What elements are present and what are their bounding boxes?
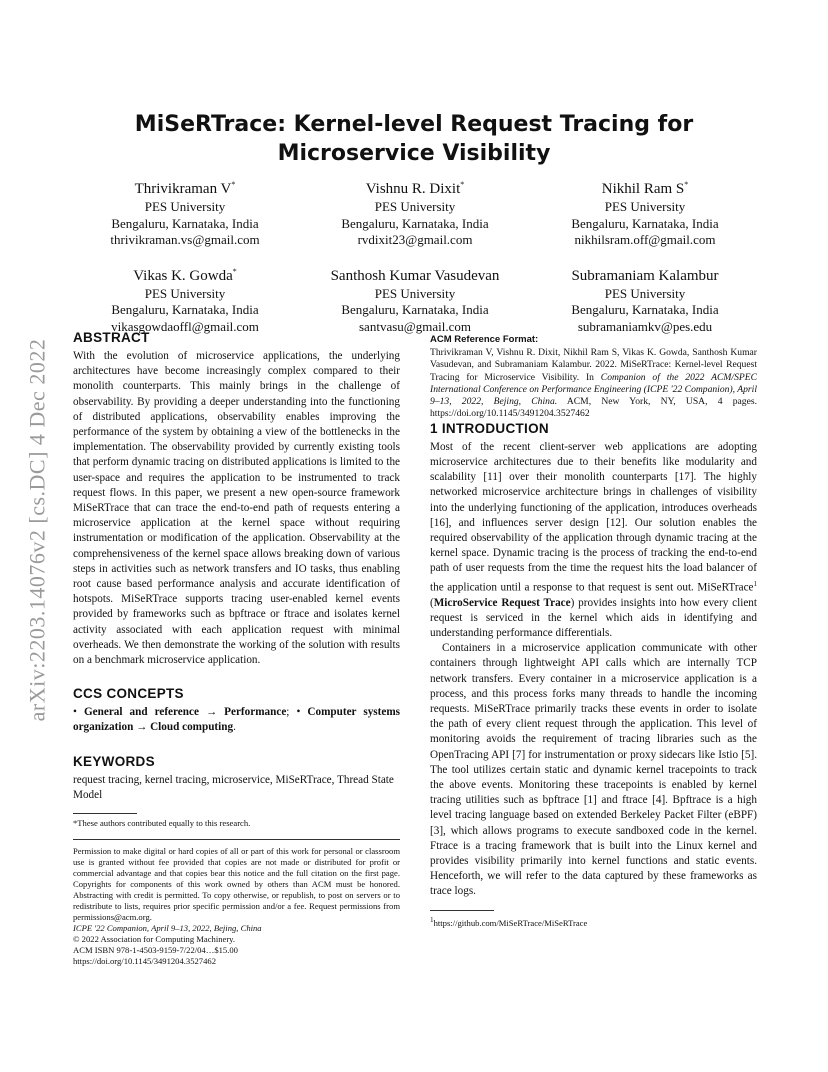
author-affiliation: PES University <box>604 199 686 214</box>
author-location: Bengaluru, Karnataka, India <box>341 215 489 231</box>
author-card <box>300 262 530 336</box>
author-name: Subramaniam Kalambur <box>571 267 719 284</box>
keywords-section <box>73 754 400 803</box>
author-card <box>530 262 760 336</box>
author-affiliation: PES University <box>144 285 226 301</box>
abstract-heading: ABSTRACT <box>73 330 150 345</box>
ccs-text: • General and reference → Performance; • Computer systems organization → Cloud computing. <box>73 706 400 734</box>
acm-ref-heading: ACM Reference Format: <box>430 334 539 345</box>
author-email[interactable]: thrivikraman.vs@gmail.com <box>110 232 260 247</box>
author-email[interactable]: vikasgowdaoffl@gmail.com <box>111 318 259 334</box>
abstract-text: With the evolution of microservice applications, the underlying architectures have become increasingly complex compared to their monolith counterparts. This mainly brings in the challenge of observability. By providing a deeper understanding into the functioning of distributed applications, observability enables improving the performance of the system by obtaining a view of the bottlenecks in the implementation. The observability provided by currently existing tools that perform dynamic tracing on distributed applications is limited to the user-space and requires the application to be instrumented to track request flows. In this paper, we present a new open-source framework MiSeRTrace that can trace the end-to-end path of requests entering a microservice application at the kernel space without requiring instrumentation or modification of the application. Observability at the comprehensiveness of the kernel space allows breaking down of various steps in activities such as network transfers and IO tasks, thus enabling root cause based performance analysis and accurate identification of hotspots. MiSeRTrace supports tracing user-enabled kernel events provided by frameworks such as bpftrace or ftrace and isolates kernel activity associated with each application request with minimal overheads. We then demonstrate the working of the solution with results on a benchmark microservice application. <box>73 350 400 667</box>
author-affiliation: PES University <box>374 285 456 301</box>
author-card <box>70 175 300 249</box>
author-name: Nikhil Ram S* <box>601 180 689 197</box>
intro-heading: 1 INTRODUCTION <box>430 420 549 436</box>
author-name: Vikas K. Gowda* <box>133 266 237 284</box>
author-location: Bengaluru, Karnataka, India <box>571 215 719 231</box>
isbn-line: ACM ISBN 978-1-4503-9159-7/22/04…$15.00 <box>73 945 238 956</box>
author-name: Santhosh Kumar Vasudevan <box>330 267 500 284</box>
venue-line: ICPE '22 Companion, April 9–13, 2022, Bejing, China <box>73 923 262 934</box>
footnote-rule <box>73 813 137 814</box>
right-column <box>430 334 757 928</box>
permission-block <box>73 839 400 967</box>
acm-ref-text: Thrivikraman V, Vishnu R. Dixit, Nikhil Ram S, Vikas K. Gowda, Santhosh Kumar Vasudevan, and Subramaniam Kalambur. 2022. MiSeRTrace: Kernel-level Request Tracing for Microservice Visibility. In Companion of the 2022 ACM/SPEC International Conference on Performance Engineering (ICPE '22 Companion), April 9–13, 2022, Bejing, China. ACM, New York, NY, USA, 4 pages. https://doi.org/10.1145/3491204.3527462 <box>430 347 757 420</box>
keywords-heading: KEYWORDS <box>73 753 155 769</box>
author-email[interactable]: santvasu@gmail.com <box>359 318 471 334</box>
doi-link[interactable]: https://doi.org/10.1145/3491204.3527462 <box>73 956 216 967</box>
ccs-heading: CCS CONCEPTS <box>73 686 184 702</box>
footnote-rule <box>430 910 494 911</box>
intro-paragraph-2: Containers in a microservice application communicate with other containers through lightweight API calls which are internally TCP network transfers. Every container in a microservice application is a process, and this process forks many threads to handle the incoming requests. MiSeRTrace primarily tracks these events in order to isolate the path of every client request through the application. This level of monitoring avoids the requirement of tracing libraries such as the OpenTracing API [7] for instrumentation or proxy sidecars like Istio [5]. The tool utilizes certain static and dynamic kernel tracepoints to track the above events. Monitoring these tracepoints is enabled by kernel tracing utilities such as bpftrace [1] and ftrace [4]. Bpftrace is a high level tracing language based on extended Berkeley Packet Filter (eBPF) [3], which allows programs to execute sandboxed code in the kernel. Ftrace is a tracing framework that is built into the Linux kernel and provides visibility primarily into kernel functions and static events. Henceforth, we will refer to the data captured by these frameworks as trace logs. <box>430 642 757 898</box>
author-row-2 <box>70 262 760 336</box>
arxiv-stamp-text: arXiv:2203.14076v2 [cs.DC] 4 Dec 2022 <box>24 338 50 722</box>
author-affiliation: PES University <box>144 199 226 214</box>
intro-paragraph-1: Most of the recent client-server web applications are adopting microservice architectures due to their benefits like modularity and scalability [11] over their monolith counterparts [17]. The highly networked microservice architecture brings in challenges of visibility into the underlying functioning of the application, introduces overheads [16], and influences server design [12]. Our solution enables the required observability of the application through dynamic tracing at the kernel space. Dynamic tracing is the process of tracking the end-to-end path of user requests from the time the request hits the load balancer of the application until a response to that request is sent out. MiSeRTrace$^1$ (MicroService Request Trace) provides insights into how every client request is serviced in the kernel which aids in identifying and understanding performance differentials. <box>430 440 757 639</box>
author-email[interactable]: rvdixit23@gmail.com <box>357 232 473 247</box>
author-email[interactable]: subramaniamkv@pes.edu <box>577 318 713 334</box>
author-block <box>70 175 760 348</box>
author-location: Bengaluru, Karnataka, India <box>341 302 489 317</box>
permission-text: Permission to make digital or hard copies of all or part of this work for personal or classroom use is granted without fee provided that copies are not made or distributed for profit or commercial advantage and that copies bear this notice and the full citation on the first page. Copyrights for components of this work owned by others than ACM must be honored. Abstracting with credit is permitted. To copy otherwise, or republish, to post on servers or to redistribute to lists, requires prior specific permission and/or a fee. Request permissions from permissions@acm.org. <box>73 846 400 923</box>
author-card <box>530 175 760 249</box>
author-affiliation: PES University <box>604 285 686 301</box>
footnote-equal: *These authors contributed equally to this research. <box>73 818 251 829</box>
author-name: Thrivikraman V* <box>134 180 236 197</box>
author-location: Bengaluru, Karnataka, India <box>111 302 259 317</box>
left-column <box>73 330 400 967</box>
footnote-url[interactable]: $^1$https://github.com/MiSeRTrace/MiSeRTrace <box>430 915 588 928</box>
paper-title: MiSeRTrace: Kernel-level Request Tracing for Microservice Visibility <box>134 112 694 166</box>
copyright-line: © 2022 Association for Computing Machinery. <box>73 934 236 945</box>
author-row-1 <box>70 175 760 249</box>
author-name: Vishnu R. Dixit* <box>365 180 465 197</box>
author-card <box>70 262 300 336</box>
keywords-text: request tracing, kernel tracing, microservice, MiSeRTrace, Thread State Model <box>73 773 394 801</box>
author-location: Bengaluru, Karnataka, India <box>571 302 719 317</box>
author-location: Bengaluru, Karnataka, India <box>111 215 259 231</box>
author-affiliation: PES University <box>374 199 456 214</box>
ccs-section <box>73 686 400 735</box>
arxiv-stamp <box>22 290 52 770</box>
author-email[interactable]: nikhilsram.off@gmail.com <box>574 232 716 247</box>
author-card <box>300 175 530 249</box>
